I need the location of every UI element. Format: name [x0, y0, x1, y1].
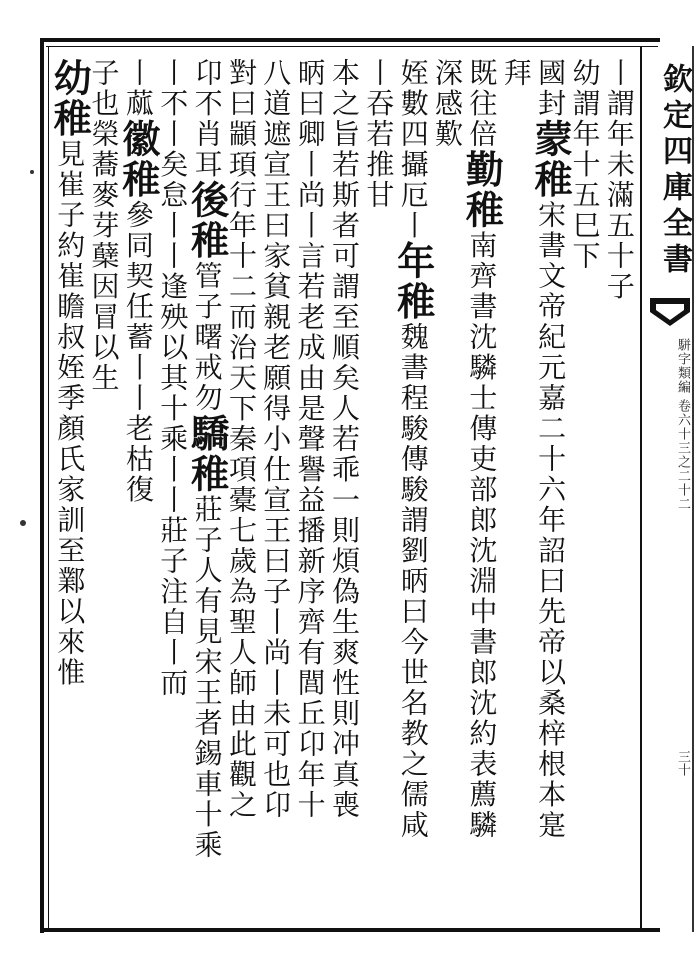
headword: 勤稚: [459, 149, 505, 231]
column-text: 怠丨丨逢殃: [156, 180, 190, 333]
column-text: 南齊書沈驎士傳吏部郎沈淵中書郎沈約表薦驎: [465, 230, 499, 841]
column-text: 姪數四攝厄丨: [396, 58, 430, 241]
headword: 後稚: [184, 180, 230, 261]
text-column: [115, 58, 161, 922]
column-text: 丨不丨矣: [156, 58, 190, 180]
column-text: 丨謂年未滿五十子: [602, 58, 636, 302]
column-text: 管子曙戒勿: [190, 261, 224, 414]
column-text: 幼謂年十五巳下: [568, 58, 602, 272]
column-text: 子也: [87, 58, 121, 119]
column-text: 榮蕎麥芽蘖因冒以生: [87, 119, 121, 394]
text-column: [528, 58, 574, 922]
column-text: 見崔子約崔瞻叔姪季: [53, 139, 87, 414]
text-column: [390, 58, 436, 922]
column-text: 昞曰卿丨尚丨言若老成由是聲譽益播新序齊有閭丘卬年十: [293, 58, 327, 821]
ink-speck: [20, 520, 26, 526]
text-column: [184, 58, 230, 922]
headword: 徽稚: [115, 119, 161, 200]
column-text: 宋書文帝紀元嘉二十六年詔曰先帝以桑梓根本寔: [534, 200, 568, 841]
text-column: [47, 58, 93, 922]
text-column: [459, 58, 505, 922]
column-text: 顏氏家訓至鄴以來惟: [53, 413, 87, 688]
column-text: 卬不肖耳: [190, 58, 224, 180]
column-text: 參同契任蓄丨丨老枯復: [121, 200, 155, 505]
headword: 年稚: [390, 241, 436, 322]
fish-tail-mark-icon: [650, 298, 690, 338]
column-text: 以其十乘丨丨莊子注自丨而: [156, 332, 190, 699]
ink-speck: [30, 170, 34, 174]
column-text: 拜: [499, 58, 533, 89]
text-column: [326, 58, 362, 922]
frame-bottom-rule: [40, 928, 660, 932]
text-column: [601, 58, 637, 922]
column-text: 對曰顓頊行年十二而治天下秦項橐七歲為聖人師由此觀之: [224, 58, 258, 821]
margin-tab-source: 駢字類編 卷六十三之二十二: [675, 338, 690, 512]
column-text: 丨吞若推甘: [362, 58, 396, 211]
text-column: [292, 58, 328, 922]
headword: 驕稚: [184, 413, 230, 495]
column-text: 本之旨若斯者可謂至順矣人若乖一則煩偽生爽性則冲真喪: [328, 58, 361, 821]
column-text: 八道遮宣王曰家貧親老願得小仕宣王曰子丨尚丨未可也卬: [259, 58, 293, 821]
text-column: [360, 58, 396, 922]
margin-tab-page-marker: 三十: [675, 750, 690, 776]
margin-tab-title: 欽定四庫全書: [657, 63, 692, 279]
column-text: 國封: [534, 58, 568, 119]
column-text: 丨蓏: [121, 58, 155, 119]
frame-top-inner-rule: [46, 46, 658, 47]
column-text: 深感歎: [431, 58, 465, 150]
column-text: 既往倍: [465, 58, 499, 150]
frame-top-rule: [40, 38, 660, 42]
frame-left-rule: [40, 38, 44, 933]
text-column: [257, 58, 293, 922]
text-column: [429, 58, 465, 922]
frame-left-inner-rule: [48, 46, 49, 930]
text-column: [86, 58, 122, 922]
headword: 幼稚: [47, 58, 93, 139]
text-block: [47, 58, 636, 922]
column-text: 莊子人有見宋王者錫車十乘: [190, 494, 224, 861]
headword: 蒙稚: [528, 119, 574, 200]
column-text: 魏書程駿傳駿謂劉昞曰今世名教之儒咸: [396, 322, 430, 841]
